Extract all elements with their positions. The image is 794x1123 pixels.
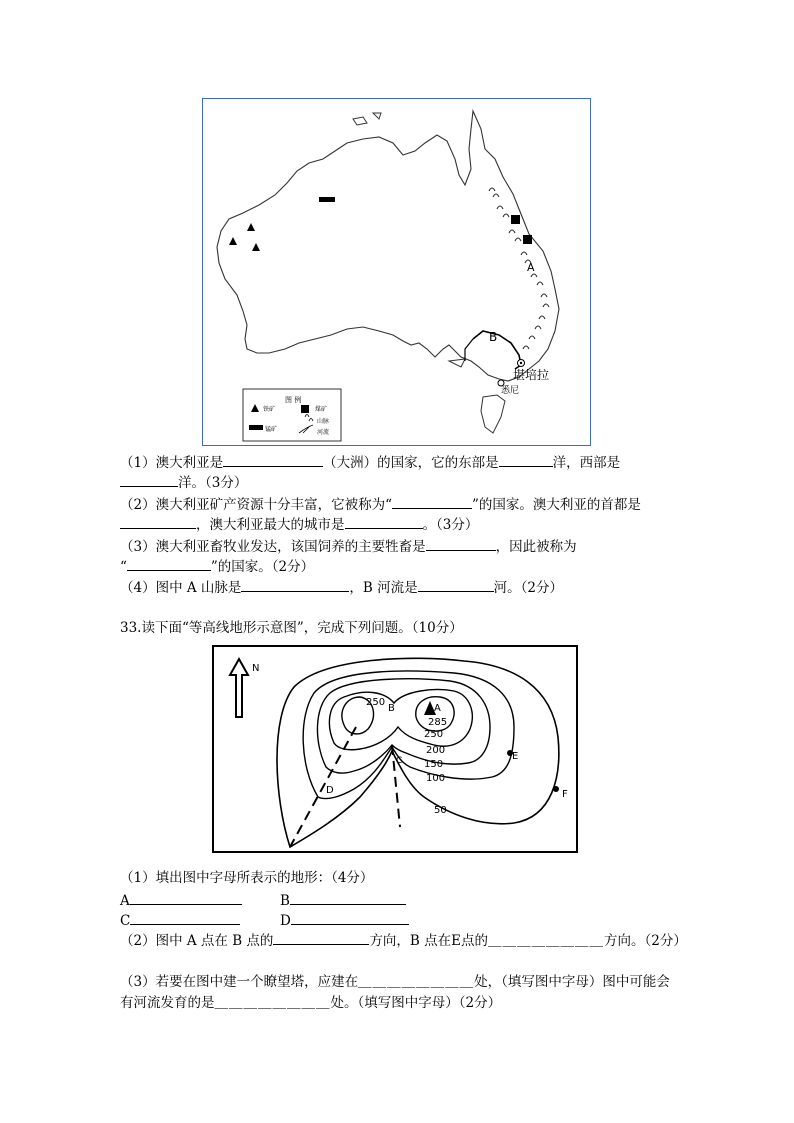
svg-text:100: 100: [426, 773, 446, 784]
svg-text:N: N: [252, 663, 260, 674]
svg-text:150: 150: [424, 759, 444, 770]
blank-west-ocean[interactable]: [120, 472, 178, 487]
australia-map-drawing: [203, 99, 590, 445]
q32-line-7: （4）图中 A 山脉是 ，B 河流是 河。（2分）: [120, 577, 563, 598]
contour-map-drawing: [214, 647, 576, 851]
blank-largest-city[interactable]: [345, 514, 423, 529]
blank-continent[interactable]: [223, 452, 323, 467]
blank-capital[interactable]: [120, 514, 196, 529]
q32-line-3: （2）澳大利亚矿产资源十分丰富，它被称为“ ”的国家。澳大利亚的首都是: [120, 494, 641, 515]
blank-direction-ab[interactable]: [273, 930, 369, 945]
letter-f: F: [562, 789, 568, 800]
svg-text:煤矿: 煤矿: [315, 406, 328, 413]
svg-text:50: 50: [434, 805, 447, 816]
svg-text:250: 250: [424, 729, 444, 740]
ridge-line-d: [290, 727, 356, 847]
blank-mountain-a[interactable]: [241, 577, 349, 592]
tasmania: [481, 395, 505, 433]
q32-line-1: （1）澳大利亚是 （大洲）的国家，它的东部是 洋，西部是: [120, 452, 620, 473]
blank-east-ocean[interactable]: [499, 452, 553, 467]
q32-line-6: “ ”的国家。（2分）: [120, 556, 314, 577]
north-arrow-icon: [230, 659, 259, 717]
manganese-mine: [319, 197, 335, 202]
capital-label: 堪培拉: [513, 368, 550, 382]
svg-text:铁矿: 铁矿: [263, 406, 276, 413]
iron-mine-3: [252, 243, 260, 251]
letter-a: A: [434, 703, 441, 714]
legend-title: 图 例: [285, 396, 302, 404]
letter-b: B: [388, 703, 395, 714]
letter-e: E: [512, 751, 519, 762]
contour-150: [317, 679, 490, 773]
coal-mine-2: [523, 235, 532, 244]
point-f: [553, 786, 559, 792]
label-b: B: [489, 330, 498, 344]
blank-terrain-c[interactable]: [130, 910, 240, 925]
svg-text:锰矿: 锰矿: [265, 426, 278, 433]
svg-text:山脉: 山脉: [317, 418, 330, 425]
letter-d: D: [326, 785, 334, 796]
q32-line-5: （3）澳大利亚畜牧业发达，该国饲养的主要牲畜是 ，因此被称为: [120, 536, 577, 557]
iron-mine-1: [247, 223, 255, 231]
q33-opt-b: B: [280, 890, 406, 911]
blank-terrain-b[interactable]: [290, 890, 406, 905]
q33-opt-d: D: [280, 910, 409, 931]
blank-nickname[interactable]: [392, 494, 472, 509]
q33-line-1: （1）填出图中字母所表示的地形：（4分）: [120, 870, 374, 886]
letter-c: C: [396, 756, 403, 766]
q33-line-3: （3）若要在图中建一个瞭望塔，应建在＿＿＿＿＿＿＿＿处，（填写图中字母）图中可能会: [120, 974, 670, 990]
blank-livestock-nickname[interactable]: [127, 556, 211, 571]
q33-line-4: 有河流发育的是＿＿＿＿＿＿＿＿处。（填写图中字母）（2分）: [120, 995, 502, 1011]
q33-opt-c: C: [120, 910, 240, 931]
blank-livestock[interactable]: [426, 536, 496, 551]
city-label: 悉尼: [501, 386, 520, 396]
q32-line-2: 洋。（3分）: [120, 472, 247, 493]
coal-mine-1: [511, 215, 520, 224]
iron-mine-2: [229, 237, 237, 245]
svg-text:250: 250: [366, 697, 386, 708]
svg-text:河流: 河流: [317, 429, 330, 436]
australia-map: [202, 98, 591, 446]
blank-river[interactable]: ＿＿＿＿＿＿＿＿: [214, 995, 331, 1011]
blank-terrain-a[interactable]: [130, 890, 242, 905]
blank-tower[interactable]: ＿＿＿＿＿＿＿＿: [358, 974, 475, 990]
svg-text:285: 285: [428, 717, 448, 728]
blank-river-b[interactable]: [418, 577, 494, 592]
q33-line-2: （2）图中 A 点在 B 点的 方向，B 点在E点的＿＿＿＿＿＿＿＿方向。（2分）: [120, 930, 687, 951]
contour-map: [212, 645, 578, 853]
label-a: A: [527, 261, 535, 274]
q33-opt-a: A: [120, 890, 242, 911]
map-legend: [243, 389, 341, 441]
blank-direction-be[interactable]: ＿＿＿＿＿＿＿＿: [488, 933, 605, 949]
mountain-range-a: [489, 188, 549, 349]
blank-terrain-d[interactable]: [291, 910, 409, 925]
svg-text:200: 200: [426, 745, 446, 756]
q32-line-4: ，澳大利亚最大的城市是 。（3分）: [120, 514, 478, 535]
q33-title: 33.读下面“等高线地形示意图”，完成下列问题。（10分）: [120, 620, 463, 636]
